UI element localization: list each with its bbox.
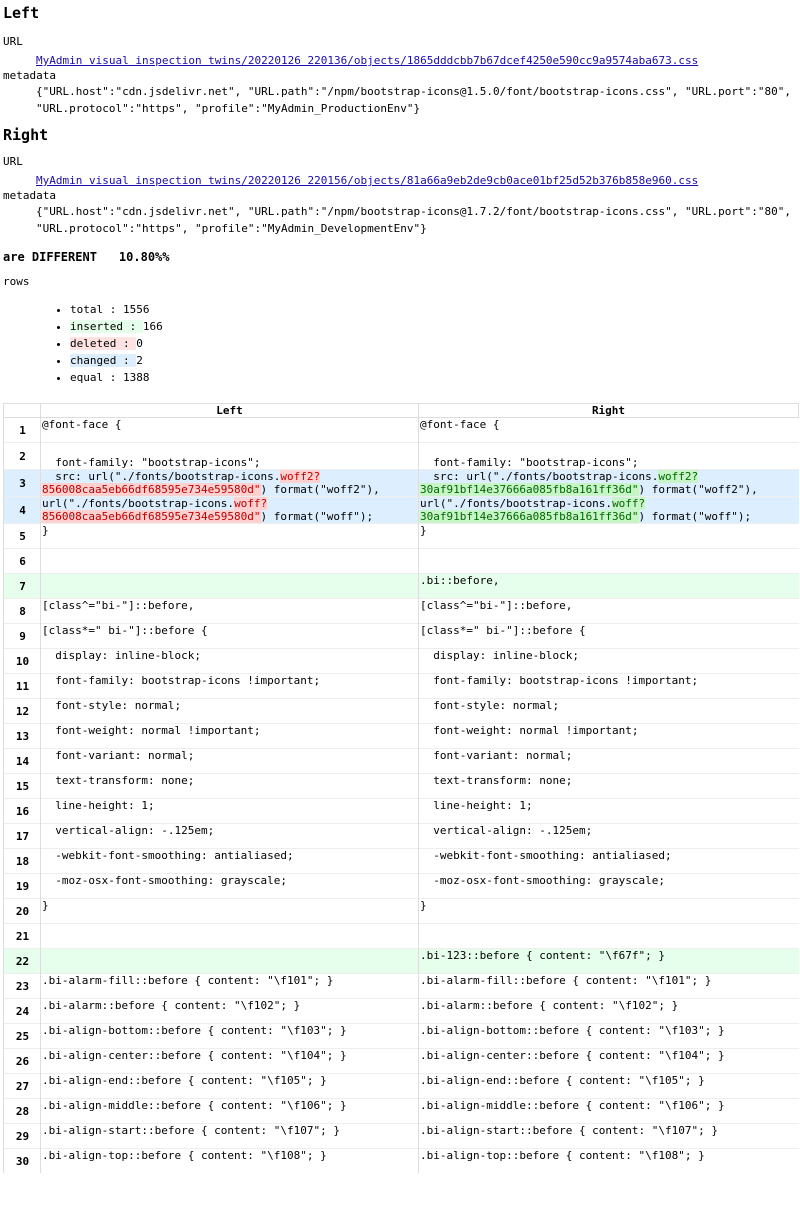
line-number: 3 <box>4 470 41 497</box>
changed-text: woff2? 30af91bf14e37666a085fb8a161ff36d" <box>420 470 699 496</box>
code-text: src: url("./fonts/bootstrap-icons. <box>420 470 659 483</box>
left-url-link[interactable]: MyAdmin visual inspection twins/20220126 220136/objects/1865dddcbb7b67dcef4250e590cc9a9574aba673.css <box>36 54 699 67</box>
left-code-cell: line-height: 1; <box>41 799 419 824</box>
line-number: 4 <box>4 497 41 524</box>
left-code-cell: .bi-align-top::before { content: "\f108"; } <box>41 1149 419 1174</box>
left-code-cell <box>41 549 419 574</box>
line-number: 27 <box>4 1074 41 1099</box>
right-code-cell: .bi-alarm-fill::before { content: "\f101"; } <box>419 974 799 999</box>
right-code-cell: [class^="bi-"]::before, <box>419 599 799 624</box>
num-column-header <box>4 404 41 418</box>
changed-text: woff? 30af91bf14e37666a085fb8a161ff36d" <box>420 497 646 523</box>
line-number: 12 <box>4 699 41 724</box>
line-number: 20 <box>4 899 41 924</box>
stat-label: deleted <box>70 337 117 350</box>
right-code-cell: vertical-align: -.125em; <box>419 824 799 849</box>
table-row <box>4 1049 799 1074</box>
right-code-cell: } <box>419 899 799 924</box>
right-code-cell: -moz-osx-font-smoothing: grayscale; <box>419 874 799 899</box>
left-code-cell: @font-face { <box>41 418 419 443</box>
stat-value: 2 <box>136 354 143 367</box>
right-code-cell: text-transform: none; <box>419 774 799 799</box>
stats-list <box>0 301 800 386</box>
code-text: src: url("./fonts/bootstrap-icons. <box>42 470 281 483</box>
right-code-cell: .bi-align-bottom::before { content: "\f103"; } <box>419 1024 799 1049</box>
line-number: 11 <box>4 674 41 699</box>
table-row <box>4 524 799 549</box>
right-code-cell: font-family: bootstrap-icons !important; <box>419 674 799 699</box>
changed-text: woff2? 856008caa5eb66df68595e734e59580d" <box>42 470 321 496</box>
line-number: 7 <box>4 574 41 599</box>
right-metadata-line: "URL.protocol":"https", "profile":"MyAdmin_DevelopmentEnv"} <box>36 222 427 235</box>
stat-value: 1556 <box>123 303 150 316</box>
right-code-cell: font-style: normal; <box>419 699 799 724</box>
line-number: 9 <box>4 624 41 649</box>
right-code-cell <box>419 497 799 524</box>
table-row <box>4 924 799 949</box>
table-row <box>4 799 799 824</box>
left-metadata-label: metadata <box>3 69 56 82</box>
stat-changed: • changed : 2 <box>70 352 800 369</box>
stat-label: inserted <box>70 320 123 333</box>
diff-verdict <box>0 249 800 266</box>
left-code-cell: .bi-alarm::before { content: "\f102"; } <box>41 999 419 1024</box>
left-code-cell: .bi-alarm-fill::before { content: "\f101"; } <box>41 974 419 999</box>
line-number: 1 <box>4 418 41 443</box>
left-code-cell: font-variant: normal; <box>41 749 419 774</box>
table-row <box>4 724 799 749</box>
left-code-cell: font-family: bootstrap-icons !important; <box>41 674 419 699</box>
left-code-cell: -moz-osx-font-smoothing: grayscale; <box>41 874 419 899</box>
stat-inserted: • inserted : 166 <box>70 318 800 335</box>
left-code-cell: .bi-align-center::before { content: "\f104"; } <box>41 1049 419 1074</box>
table-row <box>4 774 799 799</box>
right-code-cell: .bi-123::before { content: "\f67f"; } <box>419 949 799 974</box>
table-row <box>4 1024 799 1049</box>
left-code-cell: [class^="bi-"]::before, <box>41 599 419 624</box>
left-code-cell: font-style: normal; <box>41 699 419 724</box>
right-code-cell: .bi-align-center::before { content: "\f104"; } <box>419 1049 799 1074</box>
line-number: 23 <box>4 974 41 999</box>
table-row <box>4 574 799 599</box>
line-number: 21 <box>4 924 41 949</box>
code-text: ) format("woff"); <box>638 510 752 523</box>
right-metadata <box>0 203 800 237</box>
left-code-cell: font-weight: normal !important; <box>41 724 419 749</box>
right-column-header: Right <box>419 404 799 418</box>
line-number: 29 <box>4 1124 41 1149</box>
left-code-cell: font-family: "bootstrap-icons"; <box>41 443 419 470</box>
right-code-cell <box>419 924 799 949</box>
left-column-header: Left <box>41 404 419 418</box>
table-row <box>4 849 799 874</box>
left-code-cell: vertical-align: -.125em; <box>41 824 419 849</box>
line-number: 15 <box>4 774 41 799</box>
left-code-cell <box>41 497 419 524</box>
left-code-cell: .bi-align-start::before { content: "\f107"; } <box>41 1124 419 1149</box>
line-number: 25 <box>4 1024 41 1049</box>
rows-label: rows <box>3 275 30 288</box>
left-code-cell: } <box>41 524 419 549</box>
table-row <box>4 824 799 849</box>
stat-value: 166 <box>142 320 163 333</box>
left-code-cell <box>41 574 419 599</box>
line-number: 22 <box>4 949 41 974</box>
right-code-cell: .bi-align-end::before { content: "\f105"; } <box>419 1074 799 1099</box>
left-code-cell: text-transform: none; <box>41 774 419 799</box>
table-row <box>4 443 799 470</box>
table-row <box>4 549 799 574</box>
stat-deleted: • deleted : 0 <box>70 335 800 352</box>
left-heading: Left <box>3 4 40 22</box>
right-code-cell: display: inline-block; <box>419 649 799 674</box>
line-number: 18 <box>4 849 41 874</box>
right-code-cell: .bi-align-middle::before { content: "\f106"; } <box>419 1099 799 1124</box>
table-row <box>4 674 799 699</box>
left-code-cell: .bi-align-bottom::before { content: "\f103"; } <box>41 1024 419 1049</box>
line-number: 17 <box>4 824 41 849</box>
table-row <box>4 1074 799 1099</box>
diff-table-header <box>4 404 799 418</box>
left-metadata-line: {"URL.host":"cdn.jsdelivr.net", "URL.path":"/npm/bootstrap-icons@1.5.0/font/bootstrap-icons.css", "URL.port":"80", <box>36 85 791 98</box>
code-text: url("./fonts/bootstrap-icons. <box>420 497 613 510</box>
left-code-cell: -webkit-font-smoothing: antialiased; <box>41 849 419 874</box>
left-code-cell <box>41 924 419 949</box>
line-number: 28 <box>4 1099 41 1124</box>
line-number: 26 <box>4 1049 41 1074</box>
left-metadata-line: "URL.protocol":"https", "profile":"MyAdmin_ProductionEnv"} <box>36 102 421 115</box>
right-metadata-label: metadata <box>3 189 56 202</box>
line-number: 24 <box>4 999 41 1024</box>
table-row <box>4 599 799 624</box>
table-row <box>4 649 799 674</box>
left-code-cell: .bi-align-end::before { content: "\f105"; } <box>41 1074 419 1099</box>
line-number: 30 <box>4 1149 41 1174</box>
code-text: ) format("woff2"), <box>638 483 758 496</box>
table-row <box>4 899 799 924</box>
right-code-cell: .bi-alarm::before { content: "\f102"; } <box>419 999 799 1024</box>
right-code-cell: line-height: 1; <box>419 799 799 824</box>
right-url-link[interactable]: MyAdmin visual inspection twins/20220126 220156/objects/81a66a9eb2de9cb0ace01bf25d52b376b858e960.css <box>36 174 699 187</box>
right-code-cell: .bi-align-top::before { content: "\f108"; } <box>419 1149 799 1174</box>
table-row <box>4 418 799 443</box>
line-number: 5 <box>4 524 41 549</box>
line-number: 2 <box>4 443 41 470</box>
table-row <box>4 497 799 524</box>
report-header <box>0 0 800 386</box>
line-number: 8 <box>4 599 41 624</box>
left-code-cell <box>41 470 419 497</box>
code-text: url("./fonts/bootstrap-icons. <box>42 497 235 510</box>
left-metadata <box>0 83 800 117</box>
right-code-cell: [class*=" bi-"]::before { <box>419 624 799 649</box>
right-code-cell: font-family: "bootstrap-icons"; <box>419 443 799 470</box>
left-code-cell: } <box>41 899 419 924</box>
changed-text: woff? 856008caa5eb66df68595e734e59580d" <box>42 497 268 523</box>
diff-table <box>3 403 799 1173</box>
left-url-label: URL <box>3 35 23 48</box>
table-row <box>4 1124 799 1149</box>
table-row <box>4 874 799 899</box>
code-text: ) format("woff"); <box>260 510 374 523</box>
right-code-cell <box>419 470 799 497</box>
left-code-cell <box>41 949 419 974</box>
line-number: 19 <box>4 874 41 899</box>
table-row <box>4 1099 799 1124</box>
right-code-cell: font-weight: normal !important; <box>419 724 799 749</box>
line-number: 16 <box>4 799 41 824</box>
right-heading: Right <box>3 126 49 144</box>
percent-text: 10.80%% <box>118 250 170 264</box>
table-row <box>4 1149 799 1174</box>
left-code-cell: [class*=" bi-"]::before { <box>41 624 419 649</box>
line-number: 10 <box>4 649 41 674</box>
stat-equal: • equal : 1388 <box>70 369 800 386</box>
table-row <box>4 624 799 649</box>
stat-total: • total : 1556 <box>70 301 800 318</box>
right-code-cell: .bi-align-start::before { content: "\f107"; } <box>419 1124 799 1149</box>
table-row <box>4 974 799 999</box>
right-code-cell <box>419 549 799 574</box>
table-row <box>4 949 799 974</box>
table-row <box>4 470 799 497</box>
left-code-cell: .bi-align-middle::before { content: "\f106"; } <box>41 1099 419 1124</box>
right-code-cell: font-variant: normal; <box>419 749 799 774</box>
stat-value: 1388 <box>123 371 150 384</box>
line-number: 13 <box>4 724 41 749</box>
table-row <box>4 999 799 1024</box>
line-number: 14 <box>4 749 41 774</box>
line-number: 6 <box>4 549 41 574</box>
stat-label: total <box>70 303 104 316</box>
verdict-text: are DIFFERENT <box>3 250 97 264</box>
left-code-cell: display: inline-block; <box>41 649 419 674</box>
code-text: ) format("woff2"), <box>260 483 380 496</box>
table-row <box>4 749 799 774</box>
right-code-cell: -webkit-font-smoothing: antialiased; <box>419 849 799 874</box>
stat-value: 0 <box>136 337 143 350</box>
right-code-cell: @font-face { <box>419 418 799 443</box>
table-row <box>4 699 799 724</box>
right-url-label: URL <box>3 155 23 168</box>
right-code-cell: } <box>419 524 799 549</box>
stat-label: changed <box>70 354 117 367</box>
right-code-cell: .bi::before, <box>419 574 799 599</box>
stat-label: equal <box>70 371 104 384</box>
right-metadata-line: {"URL.host":"cdn.jsdelivr.net", "URL.path":"/npm/bootstrap-icons@1.7.2/font/bootstrap-icons.css", "URL.port":"80", <box>36 205 791 218</box>
